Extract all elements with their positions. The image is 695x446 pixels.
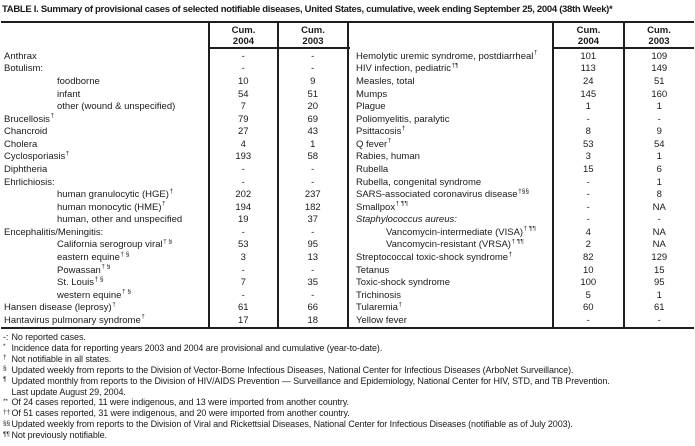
cum-2003-value: 51	[307, 88, 319, 100]
cum-2004-value: 82	[582, 252, 594, 264]
cum-2004-value: 61	[237, 302, 249, 314]
disease-label: Poliomyelitis, paralytic	[356, 113, 450, 125]
cum-2003-value: 95	[653, 277, 665, 289]
cum-2003-value: 15	[653, 264, 665, 276]
disease-label: St. Louis † §	[57, 276, 104, 289]
cum-2004-value: -	[586, 214, 590, 226]
cum-2004-value: 202	[235, 189, 252, 201]
table-row	[0, 201, 695, 214]
disease-label: Plague	[356, 101, 386, 113]
cum-2003-value: -	[311, 50, 315, 62]
cum-2004-value: 3	[585, 151, 591, 163]
disease-label: western equine † §	[57, 288, 131, 301]
cum-2003-value: 6	[656, 163, 662, 175]
footnote	[3, 343, 693, 354]
disease-label: Cholera	[4, 138, 38, 150]
cum-2003-value: 13	[307, 252, 319, 264]
cum-2003-value: 20	[307, 101, 319, 113]
cum-2004-value: 17	[237, 314, 249, 326]
cum-2003-value: 237	[304, 189, 321, 201]
footnote-marker: ¶	[3, 376, 7, 384]
column-header-left-cum-2003: Cum. 2003	[301, 25, 325, 47]
cum-2004-value: 193	[235, 151, 252, 163]
footnote	[3, 408, 693, 419]
footnote	[3, 430, 693, 441]
disease-label: Measles, total	[356, 75, 415, 87]
disease-label: human monocytic (HME) †	[57, 200, 166, 213]
cum-2003-value: 160	[651, 88, 668, 100]
footnote-text: Not notifiable in all states.	[11, 353, 112, 364]
cum-2004-value: -	[241, 226, 245, 238]
table-row	[0, 113, 695, 126]
table-row	[0, 176, 695, 189]
disease-label: Brucellosis †	[4, 112, 55, 125]
cum-2003-value: 66	[307, 302, 319, 314]
page-title: TABLE I. Summary of provisional cases of selected notifiable diseases, United States, cumulative, week ending September 25, 2004 (38th Week)*	[2, 4, 613, 15]
cum-2003-value: 43	[307, 126, 319, 138]
disease-label: Hansen disease (leprosy) †	[4, 301, 116, 314]
cum-2004-value: 15	[582, 163, 594, 175]
disease-label: SARS-associated coronavirus disease †§§	[356, 188, 529, 201]
cum-2004-value: -	[586, 314, 590, 326]
table-row	[0, 163, 695, 176]
disease-label: Rubella	[356, 163, 389, 175]
cum-2003-value: -	[311, 226, 315, 238]
footnote-marker: -:	[3, 332, 9, 342]
cum-2004-value: -	[241, 50, 245, 62]
cum-2004-value: -	[586, 189, 590, 201]
footnote	[3, 332, 693, 343]
table-row	[0, 302, 695, 315]
footnote-text: Incidence data for reporting years 2003 and 2004 are provisional and cumulative (year-to-date).	[11, 342, 383, 353]
cum-2004-value: 79	[237, 113, 249, 125]
cum-2003-value: 9	[310, 75, 316, 87]
cum-2003-value: 61	[653, 302, 665, 314]
cum-2003-value: 149	[651, 63, 668, 75]
table-row	[0, 276, 695, 289]
cum-2003-value: 1	[310, 138, 316, 150]
cum-2004-value: -	[241, 63, 245, 75]
cum-2003-value: 109	[651, 50, 668, 62]
cum-2003-value: NA	[652, 201, 666, 213]
cum-2003-value: -	[311, 176, 315, 188]
disease-label: Ehrlichiosis:	[4, 176, 55, 188]
cum-2003-value: -	[311, 264, 315, 276]
cum-2004-value: 53	[582, 138, 594, 150]
cum-2003-value: 69	[307, 113, 319, 125]
disease-label: California serogroup viral † §	[57, 238, 173, 251]
disease-label: Streptococcal toxic-shock syndrome †	[356, 251, 513, 264]
disease-label: Cyclosporiasis †	[4, 150, 70, 163]
table-row	[0, 88, 695, 101]
disease-label: Smallpox † ¶¶	[356, 200, 408, 213]
cum-2004-value: 2	[585, 239, 591, 251]
disease-label: human, other and unspecified	[57, 214, 183, 226]
cum-2004-value: 145	[580, 88, 597, 100]
footnote-text: Last update August 29, 2004.	[11, 386, 126, 397]
disease-label: Q fever †	[356, 138, 392, 150]
disease-label: Botulism:	[4, 63, 44, 75]
cum-2004-value: -	[586, 201, 590, 213]
cum-2004-value: 54	[237, 88, 249, 100]
disease-label: HIV infection, pediatric †¶	[356, 62, 459, 75]
disease-label: Chancroid	[4, 126, 48, 138]
cum-2004-value: 7	[240, 277, 246, 289]
disease-label: Tularemia †	[356, 301, 403, 314]
footnote	[3, 397, 693, 408]
cum-2004-value: 1	[585, 101, 591, 113]
table-row	[0, 226, 695, 239]
column-header-right-cum-2003: Cum. 2003	[647, 25, 671, 47]
cum-2004-value: -	[241, 264, 245, 276]
cum-2004-value: 10	[237, 75, 249, 87]
cum-2003-value: 18	[307, 314, 319, 326]
disease-label: Hemolytic uremic syndrome, postdiarrheal †	[356, 50, 538, 62]
cum-2004-value: 53	[237, 239, 249, 251]
disease-label: Psittacosis †	[356, 125, 406, 138]
cum-2003-value: 95	[307, 239, 319, 251]
cum-2003-value: -	[657, 214, 661, 226]
cum-2004-value: -	[241, 289, 245, 301]
cum-2003-value: -	[311, 63, 315, 75]
disease-label: infant	[57, 88, 81, 100]
cum-2003-value: 1	[656, 289, 662, 301]
disease-label: Staphylococcus aureus:	[356, 214, 457, 226]
cum-2003-value: 54	[653, 138, 665, 150]
table-row	[0, 100, 695, 113]
footnote-marker: ††	[3, 408, 11, 416]
disease-label: human granulocytic (HGE) †	[57, 188, 174, 201]
table-bottom-rule	[1, 327, 694, 329]
cum-2004-value: -	[241, 176, 245, 188]
footnote-marker: **	[3, 397, 8, 405]
cum-2003-value: 35	[307, 277, 319, 289]
cum-2003-value: 1	[656, 101, 662, 113]
cum-2003-value: NA	[652, 239, 666, 251]
disease-label: Trichinosis	[356, 289, 402, 301]
footnote-text: Updated weekly from reports to the Division of Vector-Borne Infectious Diseases, National Center for Infectious Diseases (ArboNet Surveillance).	[11, 364, 574, 375]
disease-label: Rubella, congenital syndrome	[356, 176, 482, 188]
cum-2004-value: 113	[580, 63, 596, 75]
cum-2004-value: 3	[240, 252, 246, 264]
disease-label: eastern equine † §	[57, 251, 130, 264]
footnote	[3, 365, 693, 376]
summary-table	[0, 50, 695, 327]
header-underline	[209, 47, 350, 49]
cum-2004-value: 8	[585, 126, 591, 138]
table-row	[0, 188, 695, 201]
cum-2003-value: 9	[656, 126, 662, 138]
cum-2004-value: 60	[582, 302, 594, 314]
cum-2004-value: 194	[235, 201, 252, 213]
disease-label: Toxic-shock syndrome	[356, 277, 450, 289]
footnote-marker: §	[3, 365, 7, 373]
footnotes	[3, 332, 693, 441]
header-underline	[553, 47, 694, 49]
disease-label: Encephalitis/Meningitis:	[4, 226, 104, 238]
footnote-marker: *	[3, 343, 6, 351]
disease-label: Rabies, human	[356, 151, 420, 163]
cum-2004-value: 24	[582, 75, 594, 87]
cum-2003-value: 58	[307, 151, 319, 163]
footnote	[3, 376, 693, 387]
footnote	[3, 387, 693, 398]
cum-2004-value: 27	[237, 126, 249, 138]
footnote-marker: †	[3, 354, 7, 362]
cum-2003-value: 129	[651, 252, 668, 264]
table-row	[0, 314, 695, 327]
footnote-text: Updated monthly from reports to the Division of HIV/AIDS Prevention — Surveillance and Epidemiology, National Center for HIV, STD, and TB Prevention.	[11, 375, 610, 386]
footnote	[3, 354, 693, 365]
cum-2004-value: 5	[585, 289, 591, 301]
footnote-text: Of 24 cases reported, 11 were indigenous, and 13 were imported from another country.	[11, 397, 349, 408]
cum-2003-value: 37	[307, 214, 319, 226]
footnote-text: Updated weekly from reports to the Division of Viral and Rickettsial Diseases, National Center for Infectious Diseases (notifiable as of July 2003).	[11, 419, 573, 430]
footnote-marker: ¶¶	[3, 430, 10, 438]
table-row	[0, 138, 695, 151]
cum-2003-value: 182	[304, 201, 321, 213]
cum-2004-value: 4	[585, 226, 591, 238]
column-header-right-cum-2004: Cum. 2004	[576, 25, 601, 47]
table-row	[0, 239, 695, 252]
disease-label: Tetanus	[356, 264, 390, 276]
disease-label: Anthrax	[4, 50, 37, 62]
table-row	[0, 63, 695, 76]
column-header-left-cum-2004: Cum. 2004	[231, 25, 256, 47]
disease-label: Yellow fever	[356, 314, 407, 326]
cum-2003-value: -	[657, 113, 661, 125]
cum-2004-value: 100	[580, 277, 597, 289]
disease-label: Hantavirus pulmonary syndrome †	[4, 314, 145, 326]
disease-label: Powassan † §	[57, 263, 111, 276]
cum-2004-value: -	[586, 176, 590, 188]
cum-2004-value: 4	[240, 138, 246, 150]
cum-2004-value: 10	[582, 264, 594, 276]
disease-label: other (wound & unspecified)	[57, 101, 176, 113]
table-row	[0, 264, 695, 277]
cum-2003-value: 1	[656, 176, 662, 188]
footnote-text: Not previously notifiable.	[11, 430, 107, 441]
table-row	[0, 125, 695, 138]
table-row	[0, 151, 695, 164]
footnote-text: Of 51 cases reported, 31 were indigenous, and 20 were imported from another country.	[11, 408, 350, 419]
cum-2004-value: -	[241, 163, 245, 175]
table-row	[0, 289, 695, 302]
cum-2003-value: NA	[652, 226, 666, 238]
cum-2003-value: 1	[656, 151, 662, 163]
cum-2004-value: 101	[580, 50, 597, 62]
cum-2003-value: -	[311, 289, 315, 301]
table-row	[0, 251, 695, 264]
cum-2004-value: -	[586, 113, 590, 125]
disease-label: foodborne	[57, 75, 100, 87]
table-row	[0, 75, 695, 88]
cum-2004-value: 7	[240, 101, 246, 113]
cum-2003-value: -	[657, 314, 661, 326]
table-row	[0, 50, 695, 63]
cum-2003-value: 8	[656, 189, 662, 201]
disease-label: Mumps	[356, 88, 388, 100]
footnote-text: No reported cases.	[11, 332, 86, 342]
cum-2003-value: -	[311, 163, 315, 175]
footnote	[3, 419, 693, 430]
table-row	[0, 214, 695, 227]
footnote-marker: §§	[3, 419, 11, 427]
disease-label: Vancomycin-intermediate (VISA) † ¶¶	[386, 226, 537, 238]
cum-2004-value: 19	[237, 214, 249, 226]
disease-label: Diphtheria	[4, 163, 48, 175]
disease-label: Vancomycin-resistant (VRSA) † ¶¶	[386, 238, 524, 251]
cum-2003-value: 51	[653, 75, 665, 87]
